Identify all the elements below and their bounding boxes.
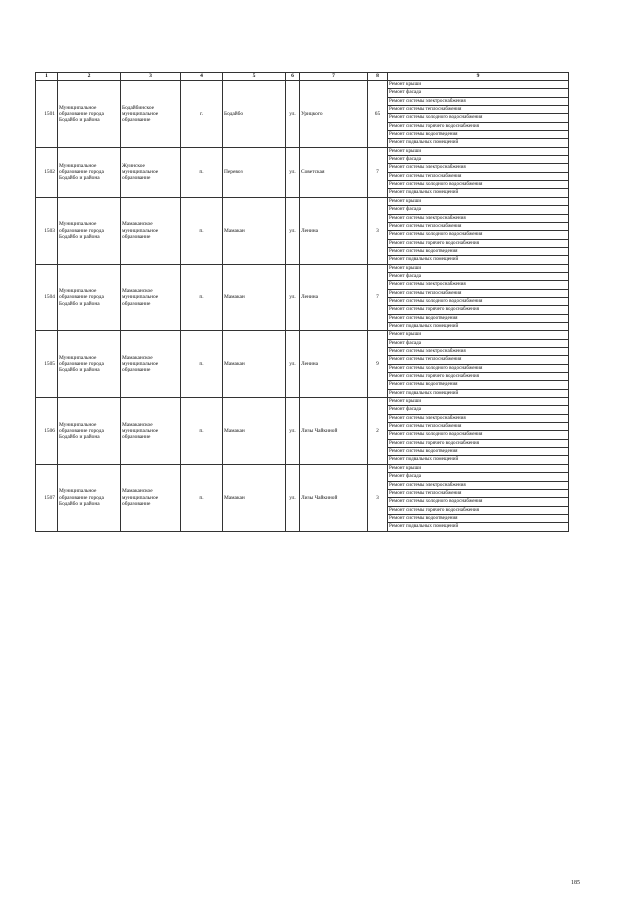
locality-type-cell: п. [181, 464, 223, 531]
work-item: Ремонт системы теплоснабжения [388, 423, 568, 431]
header-row [36, 73, 569, 81]
work-item: Ремонт системы холодного водоснабжения [388, 114, 568, 122]
locality-cell: Мамакан [223, 464, 286, 531]
locality-type-cell: г. [181, 81, 223, 148]
work-item: Ремонт подвальных помещений [389, 139, 459, 146]
street-type-cell: ул. [286, 147, 300, 197]
work-item: Ремонт системы электроснабжения [388, 164, 568, 172]
street-cell: Лизы Чайкиной [300, 464, 368, 531]
work-item: Ремонт системы теплоснабжения [388, 290, 568, 298]
work-item: Ремонт системы холодного водоснабжения [388, 298, 568, 306]
column-header: 1 [36, 73, 58, 81]
work-item: Ремонт подвальных помещений [389, 456, 459, 463]
work-item: Ремонт системы холодного водоснабжения [388, 231, 568, 239]
work-item: Ремонт системы горячего водоснабжения [388, 123, 568, 131]
locality-cell: Перевоз [223, 147, 286, 197]
work-item: Ремонт системы горячего водоснабжения [388, 306, 568, 314]
column-header: 6 [286, 73, 300, 81]
work-item: Ремонт фасада [388, 273, 568, 281]
street-cell: Ленина [300, 264, 368, 331]
work-item: Ремонт системы электроснабжения [388, 98, 568, 106]
house-number-cell: 7 [368, 264, 388, 331]
row-number: 1504 [36, 264, 58, 331]
work-item: Ремонт подвальных помещений [389, 189, 459, 196]
municipality-cell: Муниципальное образование города Бодайбо и района [58, 398, 121, 465]
work-item: Ремонт фасада [388, 473, 568, 481]
work-item: Ремонт системы холодного водоснабжения [388, 181, 568, 189]
work-item: Ремонт системы водоотведения [388, 448, 568, 456]
settlement-cell: Жуинское муниципальное образование [121, 147, 181, 197]
row-number: 1502 [36, 147, 58, 197]
street-type-cell: ул. [286, 331, 300, 398]
row-number: 1505 [36, 331, 58, 398]
table-row [36, 197, 569, 264]
column-header: 5 [223, 73, 286, 81]
work-item: Ремонт системы водоотведения [388, 131, 568, 139]
page-number: 185 [571, 880, 580, 886]
work-item: Ремонт системы холодного водоснабжения [388, 365, 568, 373]
row-number: 1507 [36, 464, 58, 531]
municipality-cell: Муниципальное образование города Бодайбо и района [58, 197, 121, 264]
works-list-cell [388, 398, 569, 465]
work-item: Ремонт системы горячего водоснабжения [388, 373, 568, 381]
work-item: Ремонт крыши [388, 331, 568, 339]
table-row [36, 147, 569, 197]
column-header: 7 [300, 73, 368, 81]
municipality-cell: Муниципальное образование города Бодайбо и района [58, 331, 121, 398]
locality-cell: Бодайбо [223, 81, 286, 148]
locality-cell: Мамакан [223, 197, 286, 264]
work-item: Ремонт крыши [388, 198, 568, 206]
locality-type-cell: п. [181, 197, 223, 264]
column-header: 3 [121, 73, 181, 81]
work-item: Ремонт системы горячего водоснабжения [388, 507, 568, 515]
work-item: Ремонт фасада [388, 206, 568, 214]
table-row [36, 331, 569, 398]
work-item: Ремонт системы электроснабжения [388, 215, 568, 223]
column-header: 8 [368, 73, 388, 81]
municipality-cell: Муниципальное образование города Бодайбо и района [58, 264, 121, 331]
work-item: Ремонт фасада [388, 406, 568, 414]
settlement-cell: Мамаканское муниципальное образование [121, 197, 181, 264]
work-item: Ремонт крыши [388, 265, 568, 273]
street-cell: Ленина [300, 197, 368, 264]
municipality-cell: Муниципальное образование города Бодайбо и района [58, 81, 121, 148]
work-item: Ремонт крыши [388, 81, 568, 89]
locality-type-cell: п. [181, 147, 223, 197]
work-item: Ремонт системы электроснабжения [388, 281, 568, 289]
house-number-cell: 3 [368, 464, 388, 531]
street-cell: Советская [300, 147, 368, 197]
settlement-cell: Бодайбинское муниципальное образование [121, 81, 181, 148]
work-item: Ремонт системы теплоснабжения [388, 173, 568, 181]
work-item: Ремонт системы холодного водоснабжения [388, 498, 568, 506]
works-list-cell [388, 464, 569, 531]
locality-type-cell: п. [181, 398, 223, 465]
table-row [36, 264, 569, 331]
table-row [36, 464, 569, 531]
work-item: Ремонт фасада [388, 156, 568, 164]
street-cell: Лизы Чайкиной [300, 398, 368, 465]
house-number-cell: 9 [368, 331, 388, 398]
municipality-cell: Муниципальное образование города Бодайбо и района [58, 147, 121, 197]
work-item: Ремонт подвальных помещений [389, 523, 459, 530]
work-item: Ремонт системы электроснабжения [388, 415, 568, 423]
work-item: Ремонт системы теплоснабжения [388, 490, 568, 498]
municipality-cell: Муниципальное образование города Бодайбо и района [58, 464, 121, 531]
works-list-cell [388, 81, 569, 148]
locality-cell: Мамакан [223, 264, 286, 331]
row-number: 1503 [36, 197, 58, 264]
table-row [36, 398, 569, 465]
work-item: Ремонт крыши [388, 148, 568, 156]
work-item: Ремонт системы теплоснабжения [388, 356, 568, 364]
street-type-cell: ул. [286, 81, 300, 148]
work-item: Ремонт системы холодного водоснабжения [388, 431, 568, 439]
works-list-cell [388, 264, 569, 331]
street-type-cell: ул. [286, 464, 300, 531]
locality-cell: Мамакан [223, 398, 286, 465]
work-item: Ремонт системы водоотведения [388, 248, 568, 256]
settlement-cell: Мамаканское муниципальное образование [121, 264, 181, 331]
work-item: Ремонт подвальных помещений [389, 256, 459, 263]
street-type-cell: ул. [286, 264, 300, 331]
street-type-cell: ул. [286, 197, 300, 264]
works-list-cell [388, 197, 569, 264]
work-item: Ремонт системы водоотведения [388, 381, 568, 389]
settlement-cell: Мамаканское муниципальное образование [121, 464, 181, 531]
work-item: Ремонт системы электроснабжения [388, 482, 568, 490]
work-item: Ремонт крыши [388, 465, 568, 473]
work-item: Ремонт подвальных помещений [389, 389, 459, 396]
work-item: Ремонт системы водоотведения [388, 315, 568, 323]
table-body [36, 81, 569, 532]
locality-type-cell: п. [181, 331, 223, 398]
work-item: Ремонт подвальных помещений [389, 322, 459, 329]
work-item: Ремонт системы водоотведения [388, 515, 568, 523]
row-number: 1506 [36, 398, 58, 465]
work-item: Ремонт фасада [388, 340, 568, 348]
street-type-cell: ул. [286, 398, 300, 465]
house-number-cell: 2 [368, 398, 388, 465]
works-list-cell [388, 331, 569, 398]
work-item: Ремонт системы теплоснабжения [388, 106, 568, 114]
work-item: Ремонт системы горячего водоснабжения [388, 440, 568, 448]
column-header: 2 [58, 73, 121, 81]
house-number-cell: 3 [368, 197, 388, 264]
repair-schedule-table [35, 72, 569, 532]
work-item: Ремонт крыши [388, 398, 568, 406]
column-header: 4 [181, 73, 223, 81]
row-number: 1501 [36, 81, 58, 148]
street-cell: Ленина [300, 331, 368, 398]
house-number-cell: 7 [368, 147, 388, 197]
house-number-cell: 65 [368, 81, 388, 148]
street-cell: Урицкого [300, 81, 368, 148]
works-list-cell [388, 147, 569, 197]
locality-type-cell: п. [181, 264, 223, 331]
table-row [36, 81, 569, 148]
work-item: Ремонт системы электроснабжения [388, 348, 568, 356]
settlement-cell: Мамаканское муниципальное образование [121, 331, 181, 398]
locality-cell: Мамакан [223, 331, 286, 398]
column-header: 9 [388, 73, 569, 81]
work-item: Ремонт системы горячего водоснабжения [388, 240, 568, 248]
work-item: Ремонт фасада [388, 89, 568, 97]
work-item: Ремонт системы теплоснабжения [388, 223, 568, 231]
settlement-cell: Мамаканское муниципальное образование [121, 398, 181, 465]
